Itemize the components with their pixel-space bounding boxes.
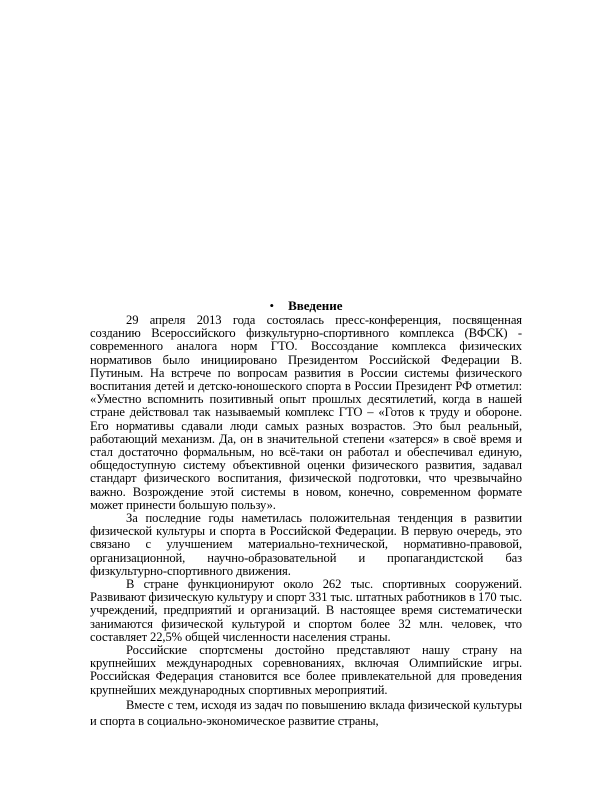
section-title: Введение bbox=[288, 298, 343, 313]
paragraph-tasks: Вместе с тем, исходя из задач по повышению вклада физической культуры и спорта в социально-экономическое развитие страны, bbox=[90, 697, 522, 728]
paragraph-statistics: В стране функционируют около 262 тыс. спортивных сооружений. Развивают физическую культуру и спорт 331 тыс. штатных работников в 170 тыс. учреждений, предприятий и организаций. В настоящее время систематически занимаются физической культурой и спортом более 32 млн. человек, что составляет 22,5% общей численности населения страны. bbox=[90, 577, 522, 644]
bullet-icon: • bbox=[269, 298, 275, 313]
paragraph-positive-trend: За последние годы наметилась положительная тенденция в развитии физической культуры и спорта в Российской Федерации. В первую очередь, это связано с улучшением материально-технической, нормативно-правовой, организационной, научно-образовательной и пропагандистской баз физкультурно-спортивного движения. bbox=[90, 511, 522, 578]
paragraph-gto-intro: 29 апреля 2013 года состоялась пресс-конференция, посвященная созданию Всероссийского физкультурно-спортивного комплекса (ВФСК) - современного аналога норм ГТО. Воссоздание комплекса физических нормативов было инициировано Президентом Российской Федерации В. Путиным. На встрече по вопросам развития в России системы физического воспитания детей и детско-юношеского спорта в России Президент РФ отметил: «Уместно вспомнить позитивный опыт прошлых десятилетий, когда в нашей стране действовал так называемый комплекс ГТО – «Готов к труду и обороне. Его нормативы сдавали люди самых разных возрастов. Это был реальный, работающий механизм. Да, он в значительной степени «затерся» в своё время и стал достаточно формальным, но всё-таки он работал и обеспечивал единую, общедоступную систему объективной оценки физического развития, задавал стандарт физического воспитания, физической подготовки, что чрезвычайно важно. Возрождение этой системы в новом, конечно, современном формате может принести большую пользу». bbox=[90, 313, 522, 512]
paragraph-athletes: Российские спортсмены достойно представляют нашу страну на крупнейших международных соревнованиях, включая Олимпийские игры. Российская Федерация становится все более привлекательной для проведения крупнейших международных спортивных мероприятий. bbox=[90, 643, 522, 697]
section-heading bbox=[0, 298, 612, 314]
body-text bbox=[90, 314, 522, 729]
